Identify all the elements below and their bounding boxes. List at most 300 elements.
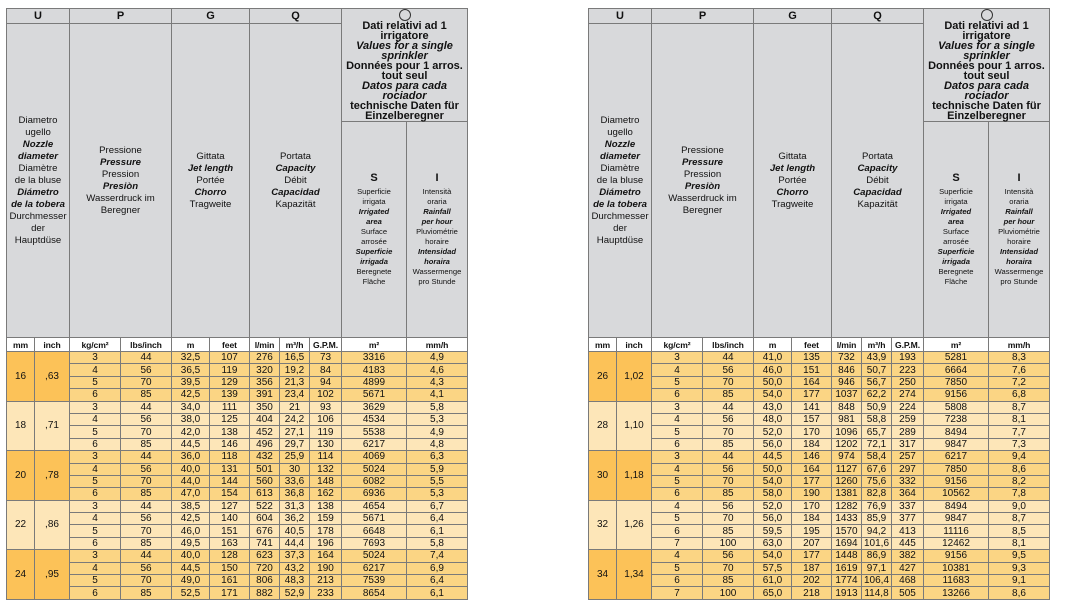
table-cell: 5671 [342,389,407,401]
table-cell: 1619 [832,562,862,574]
table-cell: 7 [652,587,703,599]
header-g-line: Jet length [769,162,816,174]
table-cell: 56,0 [754,438,792,450]
table-cell: 257 [892,451,924,463]
table-cell: 7,3 [989,438,1050,450]
table-cell: 6 [70,438,121,450]
table-cell: 29,7 [280,438,310,450]
header-u-line: Durchmesser [591,210,649,222]
table-cell: 164 [792,376,832,388]
table-cell: 4 [70,513,121,525]
table-cell: 42,0 [172,426,210,438]
header-i-line: Wassermenge [994,266,1044,276]
table-cell: 6 [70,488,121,500]
unit-label: m³/h [280,338,310,352]
unit-label: inch [35,338,70,352]
table-cell: 7,6 [989,364,1050,376]
header-u-line: Diámetro [599,186,641,198]
table-cell: 164 [310,550,342,562]
table-cell: 7238 [924,413,989,425]
table-cell: 5024 [342,463,407,475]
header-i-line: Intensità [422,186,452,196]
header-g-line: Chorro [194,186,227,198]
rel-label-line: Données pour 1 arros. tout seul [346,60,463,82]
unit-label: feet [792,338,832,352]
header-q-letter: Q [250,9,342,24]
header-u-line: Diamètre [18,162,58,174]
rel-label-line: technische Daten für [350,100,459,112]
table-row [7,575,468,587]
table-cell: 162 [310,488,342,500]
table-cell: 7,8 [989,488,1050,500]
header-i-line: Rainfall [423,206,451,216]
unit-label: m [172,338,210,352]
table-cell: 163 [210,537,250,549]
table-cell: 57,5 [754,562,792,574]
table-row [7,513,468,525]
header-i-line: oraria [427,196,447,206]
table-cell: 4,3 [407,376,468,388]
table-cell: 6,7 [407,500,468,512]
unit-label: lbs/inch [703,338,754,352]
table-cell: 157 [792,413,832,425]
table-cell: 1202 [832,438,862,450]
table-cell: 56 [703,413,754,425]
header-u-letter: U [7,9,70,24]
rel-label-line: Datos para cada rociador [944,80,1029,102]
table-cell: 58,4 [862,451,892,463]
rel-label-line: Values for a single sprinkler [356,40,453,62]
table-cell: 317 [892,438,924,450]
header-i-line: Rainfall [1005,206,1033,216]
unit-label: l/min [250,338,280,352]
table-cell: 9156 [924,475,989,487]
table-cell: 3 [70,451,121,463]
table-cell: 9,4 [989,451,1050,463]
table-row [589,575,1050,587]
rel-label-line: Dati relativi ad 1 irrigatore [362,20,447,42]
nozzle-mm-cell: 26 [589,352,617,402]
header-p-description [70,24,172,338]
table-cell: 38,0 [172,413,210,425]
header-i-description [407,122,468,338]
table-cell: 50,7 [862,364,892,376]
header-i-line: horaira [1006,256,1032,266]
table-cell: 129 [210,376,250,388]
nozzle-inch-cell: ,95 [35,550,70,600]
table-cell: 5538 [342,426,407,438]
table-cell: 196 [310,537,342,549]
table-row [7,376,468,388]
table-cell: 259 [892,413,924,425]
table-cell: 190 [310,562,342,574]
nozzle-inch-cell: 1,10 [617,401,652,451]
nozzle-mm-cell: 34 [589,550,617,600]
unit-label: l/min [832,338,862,352]
header-s-letter: S [952,171,960,184]
table-cell: 207 [792,537,832,549]
table-cell: 5 [70,426,121,438]
header-q-line: Débit [284,174,307,186]
table-cell: 130 [310,438,342,450]
table-cell: 72,1 [862,438,892,450]
table-cell: 159 [310,513,342,525]
header-s-line: irrigata [944,196,968,206]
table-cell: 85 [703,525,754,537]
table-cell: 1037 [832,389,862,401]
table-cell: 146 [210,438,250,450]
header-p-line: Pressure [681,156,724,168]
table-cell: 6217 [342,562,407,574]
table-row [589,364,1050,376]
table-cell: 4,6 [407,364,468,376]
table-cell: 946 [832,376,862,388]
rel-label-line: Einzelberegner [365,110,444,122]
table-cell: 21 [280,401,310,413]
header-s-line: Superficie [357,186,391,196]
table-cell: 43,0 [754,401,792,413]
table-cell: 23,4 [280,389,310,401]
table-cell: 56 [703,500,754,512]
table-cell: 1096 [832,426,862,438]
table-cell: 320 [250,364,280,376]
header-letter-row [7,9,468,24]
table-cell: 70 [121,426,172,438]
header-p-line: Wasserdruck im [668,192,737,204]
header-i-line: horaire [425,236,449,246]
unit-label: m² [342,338,407,352]
table-cell: 5,8 [407,401,468,413]
table-cell: 44,5 [172,562,210,574]
header-g-line: Tragweite [771,198,814,210]
table-row [7,488,468,500]
table-cell: 85 [121,587,172,599]
table-cell: 3 [70,401,121,413]
table-cell: 6 [652,525,703,537]
table-cell: 131 [210,463,250,475]
table-cell: 8494 [924,500,989,512]
table-cell: 94 [310,376,342,388]
table-cell: 337 [892,500,924,512]
table-cell: 1260 [832,475,862,487]
table-cell: 56 [703,463,754,475]
header-q-line: Capacity [275,162,316,174]
table-cell: 623 [250,550,280,562]
header-s-line: Irrigated [940,206,972,216]
table-row [589,525,1050,537]
table-cell: 1433 [832,513,862,525]
table-cell: 151 [792,364,832,376]
table-cell: 604 [250,513,280,525]
table-cell: 31,3 [280,500,310,512]
header-u-line: de la bluse [14,174,62,186]
header-i-line: horaira [424,256,450,266]
table-cell: 11116 [924,525,989,537]
nozzle-inch-cell: 1,26 [617,500,652,550]
nozzle-inch-cell: ,78 [35,451,70,501]
table-cell: 151 [210,525,250,537]
table-cell: 676 [250,525,280,537]
table-cell: 848 [832,401,862,413]
table-cell: 4 [652,364,703,376]
table-cell: 193 [892,352,924,364]
table-cell: 4654 [342,500,407,512]
table-row [589,401,1050,413]
table-cell: 54,0 [754,550,792,562]
header-p-line: Pressure [99,156,142,168]
table-cell: 5,9 [407,463,468,475]
table-cell: 7,2 [989,376,1050,388]
header-s-line: arrosée [361,236,387,246]
header-u-line: Diámetro [17,186,59,198]
unit-label: inch [617,338,652,352]
table-cell: 445 [892,537,924,549]
table-cell: 377 [892,513,924,525]
unit-label: lbs/inch [121,338,172,352]
header-q-line: Capacidad [271,186,320,198]
table-cell: 364 [892,488,924,500]
table-cell: 468 [892,575,924,587]
table-cell: 44 [121,401,172,413]
table-cell: 52,0 [754,426,792,438]
table-cell: 85 [121,537,172,549]
table-cell: 720 [250,562,280,574]
table-cell: 350 [250,401,280,413]
table-cell: 4 [652,500,703,512]
table-cell: 224 [892,401,924,413]
table-cell: 93 [310,401,342,413]
rel-label-line: Dati relativi ad 1 irrigatore [944,20,1029,42]
nozzle-inch-cell: ,86 [35,500,70,550]
table-cell: 187 [792,562,832,574]
table-cell: 250 [892,376,924,388]
table-cell: 6,1 [407,587,468,599]
table-cell: 5 [70,376,121,388]
table-cell: 741 [250,537,280,549]
table-cell: 3 [70,550,121,562]
header-q-line: Portata [280,150,311,162]
table-cell: 5,3 [407,413,468,425]
table-cell: 44,5 [754,451,792,463]
table-cell: 97,1 [862,562,892,574]
header-q-line: Débit [866,174,889,186]
table-row [7,463,468,475]
table-cell: 9,0 [989,500,1050,512]
nozzle-mm-cell: 24 [7,550,35,600]
table-cell: 6648 [342,525,407,537]
nozzle-mm-cell: 18 [7,401,35,451]
table-cell: 981 [832,413,862,425]
header-s-line: Surface [942,226,970,236]
header-i-line: Intensidad [418,246,456,256]
table-cell: 6,4 [407,575,468,587]
header-u-line: Nozzle [22,138,54,150]
table-cell: 85,9 [862,513,892,525]
table-cell: 36,5 [172,364,210,376]
header-s-description [924,122,989,338]
table-cell: 56 [121,562,172,574]
table-cell: 6217 [924,451,989,463]
table-cell: 44 [121,352,172,364]
table-cell: 50,9 [862,401,892,413]
unit-label: kg/cm² [652,338,703,352]
table-cell: 7850 [924,376,989,388]
header-u-description [7,24,70,338]
table-cell: 56 [121,463,172,475]
table-cell: 24,2 [280,413,310,425]
nozzle-inch-cell: 1,02 [617,352,652,402]
header-i-line: Intensità [1004,186,1034,196]
table-cell: 184 [792,513,832,525]
table-row [7,475,468,487]
table-cell: 1694 [832,537,862,549]
table-cell: 522 [250,500,280,512]
table-cell: 144 [210,475,250,487]
table-cell: 101,6 [862,537,892,549]
table-cell: 139 [210,389,250,401]
table-cell: 5 [652,376,703,388]
unit-label: mm/h [407,338,468,352]
table-cell: 33,6 [280,475,310,487]
table-cell: 102 [310,389,342,401]
table-cell: 100 [703,537,754,549]
table-cell: 56 [121,364,172,376]
table-cell: 70 [121,575,172,587]
table-cell: 54,0 [754,475,792,487]
header-g-line: Tragweite [189,198,232,210]
table-cell: 44 [703,451,754,463]
table-cell: 3 [70,352,121,364]
single-sprinkler-header [342,9,468,122]
table-cell: 177 [792,550,832,562]
table-cell: 213 [310,575,342,587]
header-u-line: Durchmesser [9,210,67,222]
table-row [589,550,1050,562]
table-cell: 4 [70,413,121,425]
table-cell: 44 [703,401,754,413]
table-cell: 132 [310,463,342,475]
nozzle-mm-cell: 32 [589,500,617,550]
unit-label: G.P.M. [310,338,342,352]
table-cell: 50,0 [754,463,792,475]
table-cell: 3 [652,352,703,364]
header-g-letter: G [754,9,832,24]
table-cell: 70 [121,525,172,537]
table-cell: 85 [703,389,754,401]
table-cell: 8,7 [989,513,1050,525]
header-s-line: Superficie [937,246,975,256]
table-cell: 56 [121,413,172,425]
header-u-line: de la tobera [11,198,65,210]
header-u-line: der Hauptdüse [596,222,644,246]
table-cell: 42,5 [172,389,210,401]
table-row [589,475,1050,487]
table-cell: 52,0 [754,500,792,512]
table-cell: 9156 [924,389,989,401]
table-cell: 37,3 [280,550,310,562]
table-cell: 67,6 [862,463,892,475]
table-cell: 5 [652,562,703,574]
header-s-line: irrigata [362,196,386,206]
header-i-description [989,122,1050,338]
table-cell: 135 [792,352,832,364]
header-s-line: Beregnete [938,266,974,276]
table-cell: 49,0 [172,575,210,587]
header-u-description [589,24,652,338]
header-i-line: Wassermenge [412,266,462,276]
header-p-line: Beregner [100,204,141,216]
table-cell: 427 [892,562,924,574]
table-cell: 3 [652,401,703,413]
table-cell: 5 [70,575,121,587]
table-cell: 8,6 [989,463,1050,475]
table-cell: 8494 [924,426,989,438]
table-cell: 94,2 [862,525,892,537]
table-cell: 190 [792,488,832,500]
table-row [589,413,1050,425]
header-g-letter: G [172,9,250,24]
table-cell: 119 [210,364,250,376]
table-cell: 9156 [924,550,989,562]
table-cell: 70 [121,376,172,388]
table-cell: 5 [70,475,121,487]
table-cell: 140 [210,513,250,525]
table-row [589,389,1050,401]
table-cell: 332 [892,475,924,487]
header-g-line: Gittata [196,150,225,162]
table-cell: 6664 [924,364,989,376]
header-g-line: Portée [778,174,807,186]
table-cell: 6,1 [407,525,468,537]
table-cell: 3629 [342,401,407,413]
table-row [589,352,1050,364]
header-p-description [652,24,754,338]
unit-label: mm [7,338,35,352]
header-g-description [754,24,832,338]
table-cell: 118 [210,451,250,463]
unit-label: feet [210,338,250,352]
header-s-line: Superficie [355,246,393,256]
table-row [7,389,468,401]
table-cell: 8,7 [989,401,1050,413]
table-cell: 52,9 [280,587,310,599]
header-s-line: area [948,216,964,226]
table-cell: 7,4 [407,550,468,562]
table-cell: 404 [250,413,280,425]
table-cell: 9,3 [989,562,1050,574]
table-cell: 4 [70,463,121,475]
unit-label: m² [924,338,989,352]
header-u-line: Diamètre [600,162,640,174]
table-cell: 5808 [924,401,989,413]
table-cell: 5,8 [407,537,468,549]
nozzle-mm-cell: 28 [589,401,617,451]
table-cell: 560 [250,475,280,487]
table-cell: 202 [792,575,832,587]
header-i-letter: I [1017,171,1021,184]
table-row [7,500,468,512]
table-cell: 4,1 [407,389,468,401]
table-cell: 8,2 [989,475,1050,487]
header-p-line: Presiòn [102,180,139,192]
header-q-letter: Q [832,9,924,24]
table-cell: 43,2 [280,562,310,574]
header-u-line: de la tobera [593,198,647,210]
header-s-line: Beregnete [356,266,392,276]
header-s-line: Surface [360,226,388,236]
table-cell: 40,0 [172,550,210,562]
unit-label: G.P.M. [892,338,924,352]
